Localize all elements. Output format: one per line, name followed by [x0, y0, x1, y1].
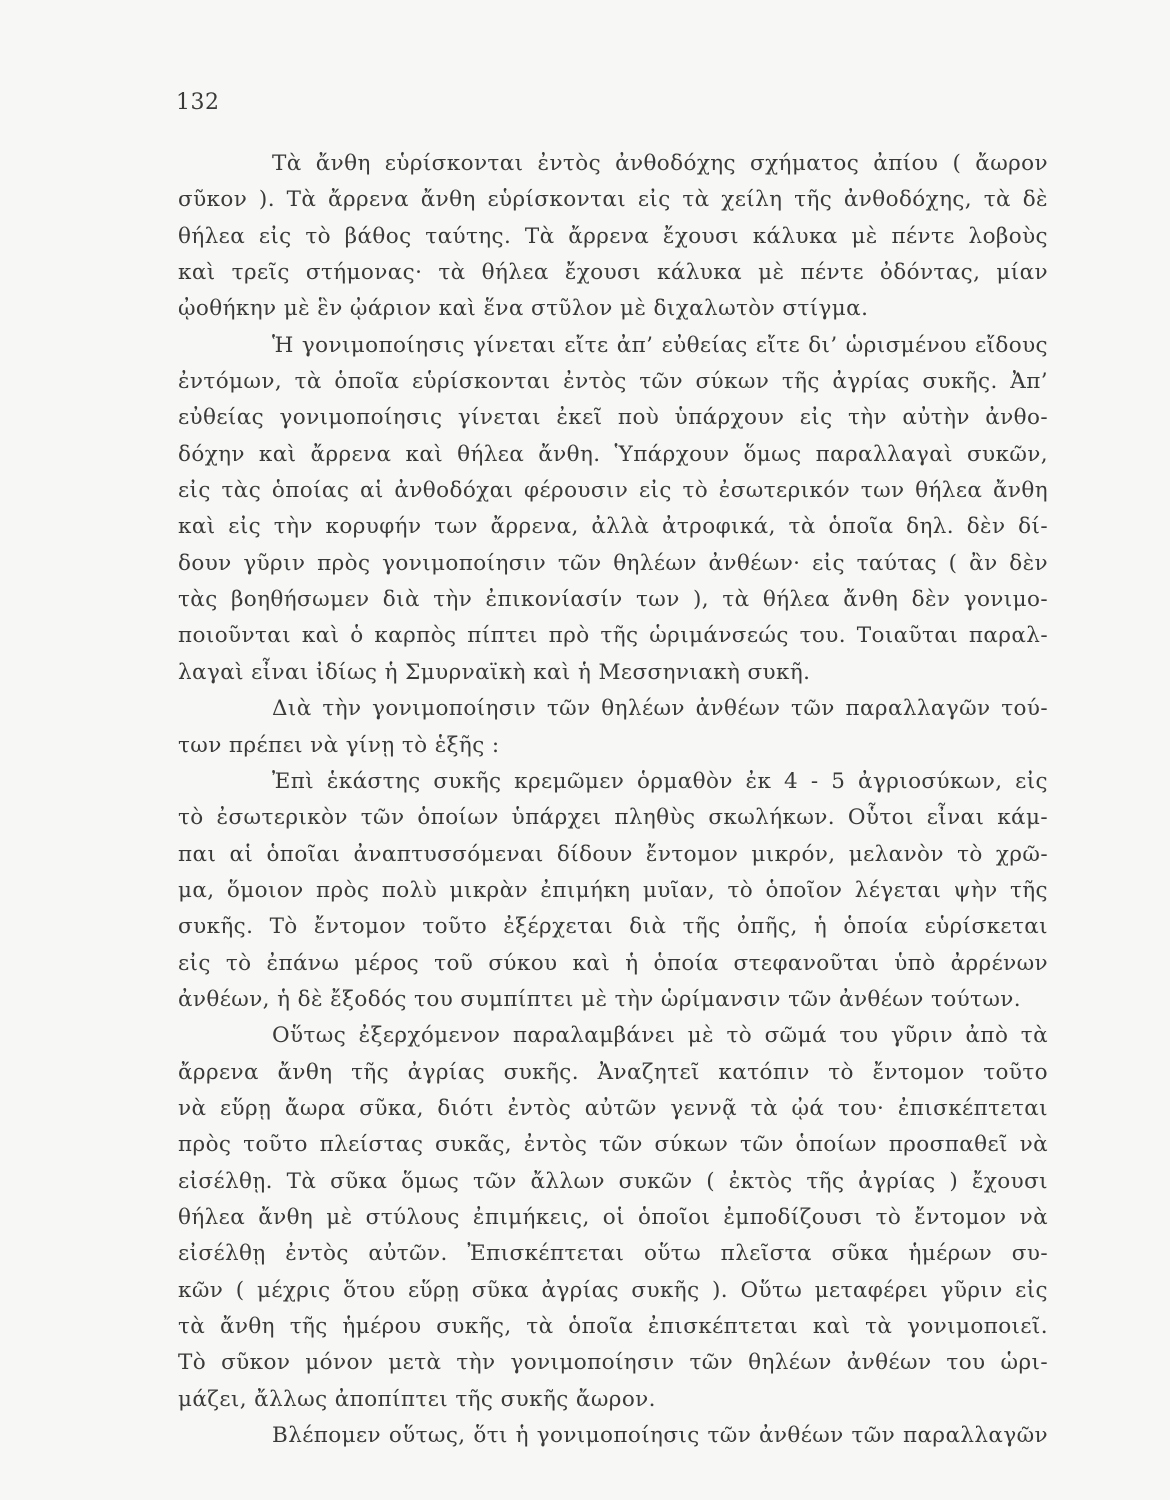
text-line: Διὰ τὴν γονιμοποίησιν τῶν θηλέων ἀνθέων τῶν παραλλαγῶν τού-	[272, 696, 1048, 722]
text-line: τὰ ἄνθη τῆς ἡμέρου συκῆς, τὰ ὁποῖα ἐπισκέπτεται καὶ τὰ γονιμοποιεῖ.	[178, 1314, 1048, 1339]
text-line: ᾠοθήκην μὲ ἓν ᾠάριον καὶ ἕνα στῦλον μὲ διχαλωτὸν στίγμα.	[178, 296, 869, 322]
text-line: λαγαὶ εἶναι ἰδίως ἡ Σμυρναϊκὴ καὶ ἡ Μεσσηνιακὴ συκῆ.	[178, 659, 811, 685]
text-line: Ἐπὶ ἑκάστης συκῆς κρεμῶμεν ὁρμαθὸν ἐκ 4 - 5 ἀγριοσύκων, εἰς	[272, 768, 1048, 794]
text-line: νὰ εὕρῃ ἄωρα σῦκα, διότι ἐντὸς αὐτῶν γεννᾷ τὰ ᾠά του· ἐπισκέπτεται	[178, 1095, 1048, 1121]
text-line: ἐντόμων, τὰ ὁποῖα εὑρίσκονται ἐντὸς τῶν σύκων τῆς ἀγρίας συκῆς. Ἀπ’	[178, 369, 1048, 395]
text-line: δουν γῦριν πρὸς γονιμοποίησιν τῶν θηλέων ἀνθέων· εἰς ταύτας ( ἂν δὲν	[178, 550, 1048, 576]
text-line: Οὕτως ἐξερχόμενον παραλαμβάνει μὲ τὸ σῶμά του γῦριν ἀπὸ τὰ	[272, 1023, 1048, 1049]
text-line: παι αἱ ὁποῖαι ἀναπτυσσόμεναι δίδουν ἔντομον μικρόν, μελανὸν τὸ χρῶ-	[178, 841, 1048, 867]
text-line: Βλέπομεν οὕτως, ὅτι ἡ γονιμοποίησις τῶν ἀνθέων τῶν παραλλαγῶν	[272, 1423, 1048, 1449]
text-line: μάζει, ἄλλως ἀποπίπτει τῆς συκῆς ἄωρον.	[178, 1386, 656, 1412]
text-line: εἰς τὸ ἐπάνω μέρος τοῦ σύκου καὶ ἡ ὁποία στεφανοῦται ὑπὸ ἀρρένων	[178, 950, 1048, 976]
text-line: κῶν ( μέχρις ὅτου εὕρῃ σῦκα ἀγρίας συκῆς ). Οὕτω μεταφέρει γῦριν εἰς	[178, 1277, 1048, 1303]
text-line: συκῆς. Τὸ ἔντομον τοῦτο ἐξέρχεται διὰ τῆς ὀπῆς, ἡ ὁποία εὑρίσκεται	[178, 914, 1048, 940]
page-number: 132	[176, 90, 220, 115]
text-line: ποιοῦνται καὶ ὁ καρπὸς πίπτει πρὸ τῆς ὡριμάνσεώς του. Τοιαῦται παραλ-	[178, 623, 1048, 649]
text-line: τὸ ἐσωτερικὸν τῶν ὁποίων ὑπάρχει πληθὺς σκωλήκων. Οὗτοι εἶναι κάμ-	[178, 805, 1048, 831]
text-line: θήλεα εἰς τὸ βάθος ταύτης. Τὰ ἄρρενα ἔχουσι κάλυκα μὲ πέντε λοβοὺς	[178, 223, 1048, 249]
text-line: εἰσέλθῃ. Τὰ σῦκα ὅμως τῶν ἄλλων συκῶν ( ἐκτὸς τῆς ἀγρίας ) ἔχουσι	[178, 1168, 1048, 1194]
text-line: τὰς βοηθήσωμεν διὰ τὴν ἐπικονίασίν των ), τὰ θήλεα ἄνθη δὲν γονιμο-	[178, 587, 1048, 613]
text-line: πρὸς τοῦτο πλείστας συκᾶς, ἐντὸς τῶν σύκων τῶν ὁποίων προσπαθεῖ νὰ	[178, 1132, 1048, 1158]
text-line: Τὸ σῦκον μόνον μετὰ τὴν γονιμοποίησιν τῶν θηλέων ἀνθέων του ὡρι-	[178, 1350, 1048, 1376]
text-line: ἀνθέων, ἡ δὲ ἔξοδός του συμπίπτει μὲ τὴν ὡρίμανσιν τῶν ἀνθέων τούτων.	[178, 986, 1021, 1012]
text-line: μα, ὅμοιον πρὸς πολὺ μικρὰν ἐπιμήκη μυῖαν, τὸ ὁποῖον λέγεται ψὴν τῆς	[178, 877, 1048, 903]
text-line: εἰς τὰς ὁποίας αἱ ἀνθοδόχαι φέρουσιν εἰς τὸ ἐσωτερικόν των θήλεα ἄνθη	[178, 478, 1048, 504]
text-line: ἄρρενα ἄνθη τῆς ἀγρίας συκῆς. Ἀναζητεῖ κατόπιν τὸ ἔντομον τοῦτο	[178, 1059, 1048, 1085]
text-line: εὐθείας γονιμοποίησις γίνεται ἐκεῖ ποὺ ὑπάρχουν εἰς τὴν αὐτὴν ἀνθο-	[178, 405, 1048, 431]
text-line: των πρέπει νὰ γίνῃ τὸ ἑξῆς :	[178, 732, 500, 758]
text-line: δόχην καὶ ἄρρενα καὶ θήλεα ἄνθη. Ὑπάρχουν ὅμως παραλλαγαὶ συκῶν,	[178, 441, 1048, 467]
text-line: θήλεα ἄνθη μὲ στύλους ἐπιμήκεις, οἱ ὁποῖοι ἐμποδίζουσι τὸ ἔντομον νὰ	[178, 1204, 1048, 1230]
text-line: σῦκον ). Τὰ ἄρρενα ἄνθη εὑρίσκονται εἰς τὰ χείλη τῆς ἀνθοδόχης, τὰ δὲ	[178, 187, 1048, 213]
text-line: καὶ τρεῖς στήμονας· τὰ θήλεα ἔχουσι κάλυκα μὲ πέντε ὀδόντας, μίαν	[178, 260, 1048, 286]
text-line: Ἡ γονιμοποίησις γίνεται εἴτε ἀπ’ εὐθείας εἴτε δι’ ὡρισμένου εἴδους	[272, 332, 1048, 358]
text-line: Τὰ ἄνθη εὑρίσκονται ἐντὸς ἀνθοδόχης σχήματος ἀπίου ( ἄωρον	[272, 151, 1048, 176]
text-line: εἰσέλθῃ ἐντὸς αὐτῶν. Ἐπισκέπτεται οὕτω πλεῖστα σῦκα ἡμέρων συ-	[178, 1241, 1048, 1267]
body-text	[178, 146, 1048, 1454]
text-line: καὶ εἰς τὴν κορυφήν των ἄρρενα, ἀλλὰ ἀτροφικά, τὰ ὁποῖα δηλ. δὲν δί-	[178, 514, 1048, 540]
